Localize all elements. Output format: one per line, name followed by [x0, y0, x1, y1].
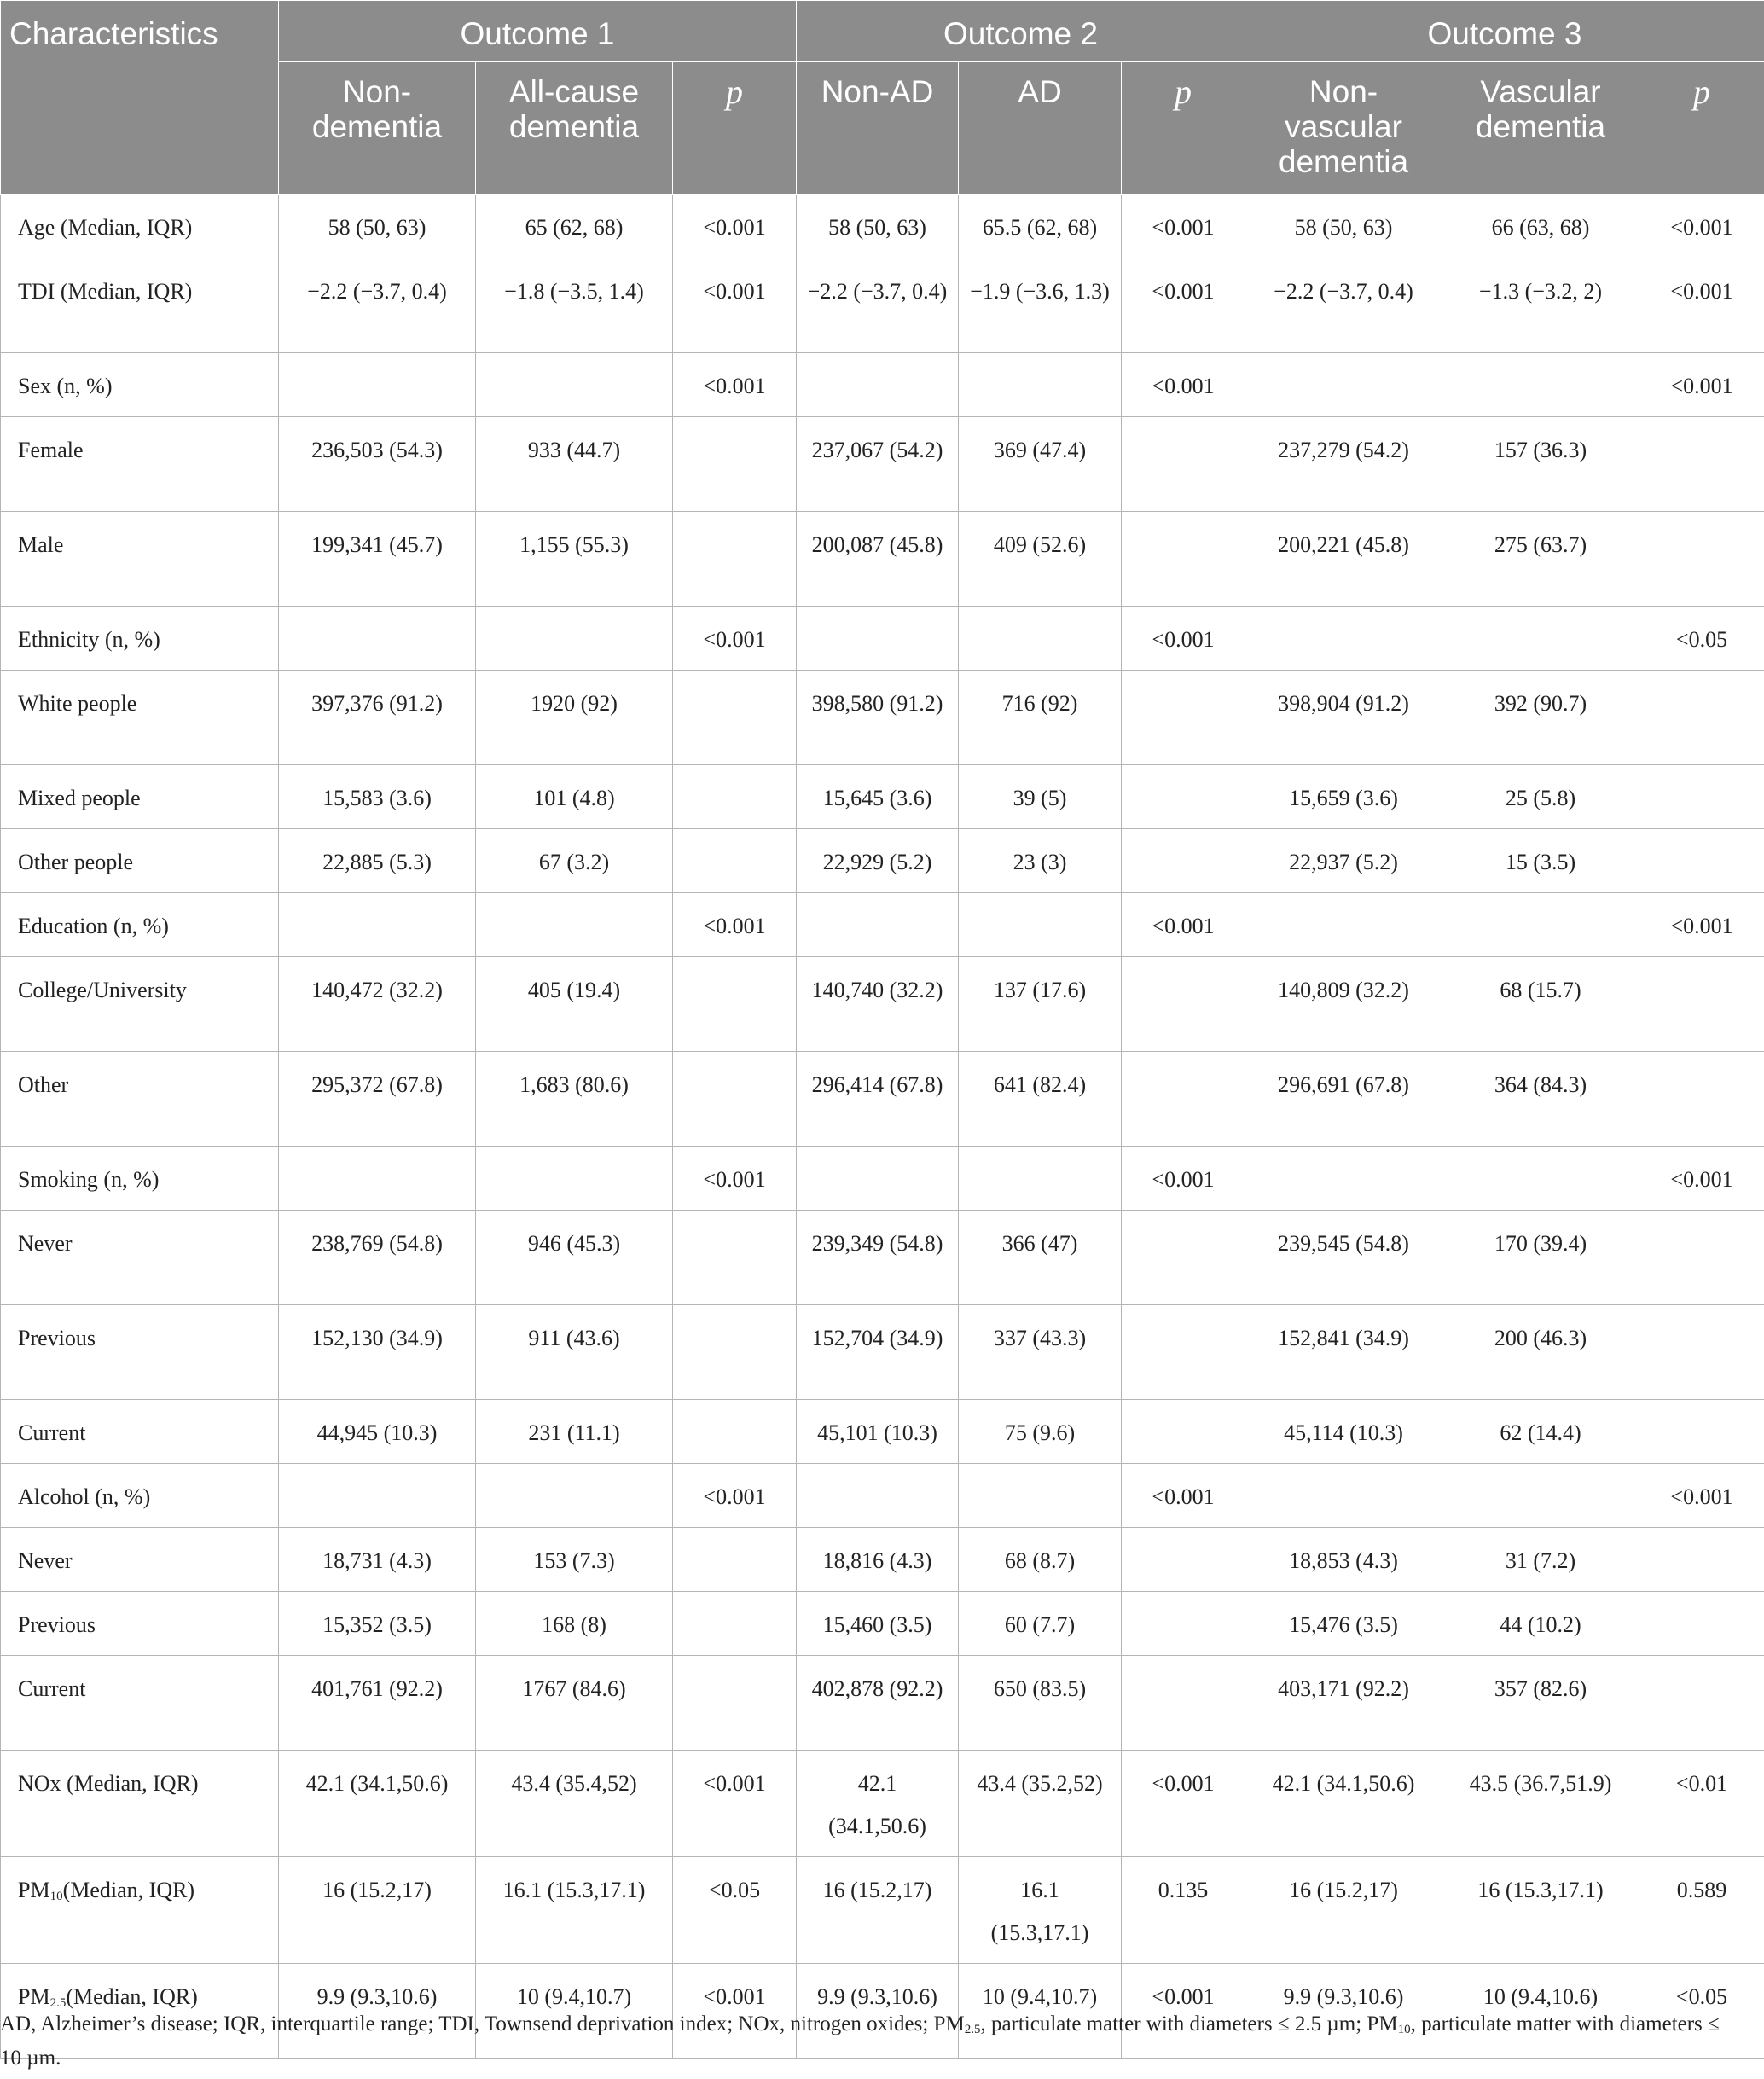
table-cell	[959, 1147, 1122, 1211]
table-cell: <0.001	[1639, 195, 1764, 258]
table-cell: 16.1 (15.3,17.1)	[476, 1857, 673, 1964]
table-cell: 152,841 (34.9)	[1245, 1305, 1442, 1400]
table-cell: 200 (46.3)	[1442, 1305, 1639, 1400]
group-header-outcome-3: Outcome 3	[1245, 1, 1764, 62]
table-cell	[1639, 765, 1764, 829]
table-cell: 401,761 (92.2)	[279, 1656, 476, 1751]
table-cell: 911 (43.6)	[476, 1305, 673, 1400]
table-cell: <0.001	[673, 195, 797, 258]
table-cell: 357 (82.6)	[1442, 1656, 1639, 1751]
row-label: Smoking (n, %)	[1, 1147, 279, 1211]
row-label: TDI (Median, IQR)	[1, 258, 279, 353]
table-cell	[797, 353, 959, 417]
footnote-text-2: , particulate matter with diameters ≤ 2.5 µm; PM	[980, 2012, 1398, 2035]
table-cell: 237,067 (54.2)	[797, 417, 959, 512]
column-header-3	[673, 62, 797, 195]
column-header-1: Non- dementia	[279, 62, 476, 195]
table-cell: 9.9 (9.3,10.6)	[797, 1964, 959, 2059]
table-cell: 66 (63, 68)	[1442, 195, 1639, 258]
column-header-5: AD	[959, 62, 1122, 195]
table-cell: −1.3 (−3.2, 2)	[1442, 258, 1639, 353]
table-cell	[476, 1147, 673, 1211]
row-label: Previous	[1, 1305, 279, 1400]
table-cell	[1442, 1147, 1639, 1211]
table-cell: 42.1 (34.1,50.6)	[279, 1751, 476, 1857]
table-cell: −2.2 (−3.7, 0.4)	[279, 258, 476, 353]
table-cell: 0.135	[1122, 1857, 1245, 1964]
column-header-6	[1122, 62, 1245, 195]
table-cell	[959, 607, 1122, 671]
row-label: Male	[1, 512, 279, 607]
p-value-symbol: p	[726, 73, 743, 111]
row-label: Ethnicity (n, %)	[1, 607, 279, 671]
table-cell	[797, 893, 959, 957]
table-cell	[1442, 893, 1639, 957]
table-cell	[673, 1052, 797, 1147]
table-cell	[1122, 417, 1245, 512]
footnote-text-3: , particulate matter with diameters ≤ 10 µm.	[0, 2012, 1720, 2070]
table-cell	[1122, 1528, 1245, 1592]
table-cell: 1920 (92)	[476, 671, 673, 765]
table-cell	[1639, 512, 1764, 607]
table-row	[1, 512, 1764, 607]
table-cell	[1245, 607, 1442, 671]
row-label-subscript: 2.5	[49, 1996, 67, 2010]
table-cell	[279, 1147, 476, 1211]
table-cell: 58 (50, 63)	[279, 195, 476, 258]
table-cell	[1122, 671, 1245, 765]
table-cell	[279, 607, 476, 671]
table-cell: 45,101 (10.3)	[797, 1400, 959, 1464]
table-cell: 68 (15.7)	[1442, 957, 1639, 1052]
table-cell: 18,731 (4.3)	[279, 1528, 476, 1592]
table-cell: 405 (19.4)	[476, 957, 673, 1052]
table-cell: 16 (15.2,17)	[279, 1857, 476, 1964]
table-cell	[673, 417, 797, 512]
table-cell	[673, 671, 797, 765]
table-cell: 58 (50, 63)	[797, 195, 959, 258]
table-row	[1, 1656, 1764, 1751]
table-cell: <0.001	[673, 1964, 797, 2059]
row-label: College/University	[1, 957, 279, 1052]
table-cell: 1,155 (55.3)	[476, 512, 673, 607]
table-cell: 946 (45.3)	[476, 1211, 673, 1305]
table-cell: 153 (7.3)	[476, 1528, 673, 1592]
table-cell	[673, 1305, 797, 1400]
table-cell: <0.001	[1122, 258, 1245, 353]
table-cell: 140,740 (32.2)	[797, 957, 959, 1052]
table-cell	[959, 893, 1122, 957]
table-row	[1, 1464, 1764, 1528]
table-cell: 16 (15.3,17.1)	[1442, 1857, 1639, 1964]
table-cell: 43.4 (35.4,52)	[476, 1751, 673, 1857]
table-cell	[1122, 829, 1245, 893]
table-cell: 170 (39.4)	[1442, 1211, 1639, 1305]
table-row	[1, 1857, 1764, 1964]
table-cell: 239,545 (54.8)	[1245, 1211, 1442, 1305]
row-label: Age (Median, IQR)	[1, 195, 279, 258]
table-cell: 369 (47.4)	[959, 417, 1122, 512]
table-cell	[673, 1656, 797, 1751]
table-cell	[1639, 1400, 1764, 1464]
table-cell: 296,691 (67.8)	[1245, 1052, 1442, 1147]
footnote-subscript-1: 2.5	[964, 2023, 981, 2036]
table-row	[1, 607, 1764, 671]
table-cell: 67 (3.2)	[476, 829, 673, 893]
table-cell: 15,645 (3.6)	[797, 765, 959, 829]
table-cell: 60 (7.7)	[959, 1592, 1122, 1656]
table-cell: <0.05	[1639, 1964, 1764, 2059]
row-label-rest: (Median, IQR)	[62, 1878, 195, 1902]
table-cell	[1639, 671, 1764, 765]
table-cell: <0.001	[673, 893, 797, 957]
table-cell	[1442, 1464, 1639, 1528]
table-cell: 296,414 (67.8)	[797, 1052, 959, 1147]
table-cell: 239,349 (54.8)	[797, 1211, 959, 1305]
table-cell: 25 (5.8)	[1442, 765, 1639, 829]
table-cell: 16 (15.2,17)	[797, 1857, 959, 1964]
table-cell	[1639, 1052, 1764, 1147]
table-cell: 43.4 (35.2,52)	[959, 1751, 1122, 1857]
table-cell: 397,376 (91.2)	[279, 671, 476, 765]
table-cell	[959, 1464, 1122, 1528]
table-cell: 140,809 (32.2)	[1245, 957, 1442, 1052]
table-cell: 650 (83.5)	[959, 1656, 1122, 1751]
table-cell: 295,372 (67.8)	[279, 1052, 476, 1147]
table-cell: 15,659 (3.6)	[1245, 765, 1442, 829]
table-cell	[673, 765, 797, 829]
table-cell: 16.1 (15.3,17.1)	[959, 1857, 1122, 1964]
table-cell	[673, 1400, 797, 1464]
table-cell: 402,878 (92.2)	[797, 1656, 959, 1751]
table-cell: 15,352 (3.5)	[279, 1592, 476, 1656]
column-header-2: All-cause dementia	[476, 62, 673, 195]
table-cell: 42.1 (34.1,50.6)	[1245, 1751, 1442, 1857]
table-cell: 933 (44.7)	[476, 417, 673, 512]
table-cell: <0.001	[1639, 893, 1764, 957]
table-cell: <0.05	[673, 1857, 797, 1964]
table-cell	[673, 1211, 797, 1305]
table-cell: 22,885 (5.3)	[279, 829, 476, 893]
row-label: Female	[1, 417, 279, 512]
table-cell	[1639, 1528, 1764, 1592]
table-cell: 152,704 (34.9)	[797, 1305, 959, 1400]
row-label-subscript: 10	[49, 1890, 63, 1903]
table-cell	[1122, 957, 1245, 1052]
row-label: Current	[1, 1656, 279, 1751]
table-cell	[1245, 1464, 1442, 1528]
table-cell: 409 (52.6)	[959, 512, 1122, 607]
table-cell	[1122, 1592, 1245, 1656]
table-cell: 68 (8.7)	[959, 1528, 1122, 1592]
table-row	[1, 1147, 1764, 1211]
table-cell	[1122, 512, 1245, 607]
table-cell: <0.001	[1122, 607, 1245, 671]
table-cell: 238,769 (54.8)	[279, 1211, 476, 1305]
table-cell: 168 (8)	[476, 1592, 673, 1656]
table-cell	[797, 607, 959, 671]
table-cell: 392 (90.7)	[1442, 671, 1639, 765]
table-cell: 275 (63.7)	[1442, 512, 1639, 607]
column-header-8: Vascular dementia	[1442, 62, 1639, 195]
table-cell: <0.001	[1122, 1751, 1245, 1857]
table-cell: 16 (15.2,17)	[1245, 1857, 1442, 1964]
table-cell: −1.8 (−3.5, 1.4)	[476, 258, 673, 353]
row-label: Never	[1, 1211, 279, 1305]
row-label: Mixed people	[1, 765, 279, 829]
table-cell: 366 (47)	[959, 1211, 1122, 1305]
table-row	[1, 765, 1764, 829]
table-cell: 18,816 (4.3)	[797, 1528, 959, 1592]
table-cell: <0.001	[1639, 1147, 1764, 1211]
table-cell: 65.5 (62, 68)	[959, 195, 1122, 258]
table-cell: <0.001	[1122, 353, 1245, 417]
table-cell	[476, 607, 673, 671]
table-cell: <0.001	[1122, 893, 1245, 957]
table-cell: <0.001	[673, 353, 797, 417]
header-row-groups	[1, 1, 1764, 62]
group-header-outcome-2: Outcome 2	[797, 1, 1245, 62]
table-cell	[1639, 1656, 1764, 1751]
table-cell	[279, 1464, 476, 1528]
table-cell: 65 (62, 68)	[476, 195, 673, 258]
table-cell: <0.001	[673, 1147, 797, 1211]
table-row	[1, 417, 1764, 512]
table-cell: <0.001	[1122, 195, 1245, 258]
table-row	[1, 829, 1764, 893]
group-header-outcome-1: Outcome 1	[279, 1, 797, 62]
table-cell	[673, 1592, 797, 1656]
table-cell	[673, 957, 797, 1052]
table-cell: 42.1 (34.1,50.6)	[797, 1751, 959, 1857]
table-row	[1, 258, 1764, 353]
table-row	[1, 1400, 1764, 1464]
table-cell: <0.001	[673, 1751, 797, 1857]
table-cell	[1639, 957, 1764, 1052]
table-cell: 23 (3)	[959, 829, 1122, 893]
table-cell: <0.001	[1639, 353, 1764, 417]
table-cell: 9.9 (9.3,10.6)	[279, 1964, 476, 2059]
table-cell	[1122, 1211, 1245, 1305]
table-cell: 337 (43.3)	[959, 1305, 1122, 1400]
table-cell: 237,279 (54.2)	[1245, 417, 1442, 512]
table-row	[1, 1052, 1764, 1147]
table-cell: 31 (7.2)	[1442, 1528, 1639, 1592]
table-cell: 22,929 (5.2)	[797, 829, 959, 893]
table-cell: 10 (9.4,10.7)	[476, 1964, 673, 2059]
table-cell	[1442, 607, 1639, 671]
table-cell: 62 (14.4)	[1442, 1400, 1639, 1464]
row-label	[1, 1857, 279, 1964]
row-label-main: PM	[18, 1984, 50, 2009]
table-cell: 43.5 (36.7,51.9)	[1442, 1751, 1639, 1857]
table-cell: <0.001	[1122, 1964, 1245, 2059]
footnote-subscript-2: 10	[1397, 2023, 1411, 2036]
table-row	[1, 1211, 1764, 1305]
table-row	[1, 1751, 1764, 1857]
table-cell: 641 (82.4)	[959, 1052, 1122, 1147]
table-row	[1, 1528, 1764, 1592]
table-cell: 75 (9.6)	[959, 1400, 1122, 1464]
table-cell: 157 (36.3)	[1442, 417, 1639, 512]
table-cell: <0.01	[1639, 1751, 1764, 1857]
row-label: Sex (n, %)	[1, 353, 279, 417]
table-row	[1, 1305, 1764, 1400]
table-cell	[959, 353, 1122, 417]
table-cell: 137 (17.6)	[959, 957, 1122, 1052]
table-cell	[1639, 1211, 1764, 1305]
column-header-7: Non- vascular dementia	[1245, 62, 1442, 195]
table-cell: 236,503 (54.3)	[279, 417, 476, 512]
table-cell: 10 (9.4,10.7)	[959, 1964, 1122, 2059]
table-cell: 140,472 (32.2)	[279, 957, 476, 1052]
table-row	[1, 893, 1764, 957]
table-cell: 58 (50, 63)	[1245, 195, 1442, 258]
table-cell	[673, 829, 797, 893]
table-cell: −2.2 (−3.7, 0.4)	[797, 258, 959, 353]
table-cell	[1639, 1305, 1764, 1400]
table-cell	[797, 1147, 959, 1211]
table-cell	[1122, 1305, 1245, 1400]
table-cell: 15,583 (3.6)	[279, 765, 476, 829]
table-cell: 0.589	[1639, 1857, 1764, 1964]
table-cell: 403,171 (92.2)	[1245, 1656, 1442, 1751]
table-cell	[476, 353, 673, 417]
table-cell	[673, 512, 797, 607]
table-row	[1, 353, 1764, 417]
table-cell	[1122, 1656, 1245, 1751]
table-cell: 200,221 (45.8)	[1245, 512, 1442, 607]
table-cell	[1122, 1400, 1245, 1464]
table-cell	[1245, 1147, 1442, 1211]
table-header	[1, 1, 1764, 195]
table-cell	[1245, 353, 1442, 417]
table-cell: −2.2 (−3.7, 0.4)	[1245, 258, 1442, 353]
characteristics-header: Characteristics	[1, 1, 279, 195]
table-cell: 1767 (84.6)	[476, 1656, 673, 1751]
table-cell: 15,476 (3.5)	[1245, 1592, 1442, 1656]
table-cell: <0.001	[1639, 1464, 1764, 1528]
table-cell: 101 (4.8)	[476, 765, 673, 829]
row-label: Previous	[1, 1592, 279, 1656]
table-cell: <0.001	[1122, 1147, 1245, 1211]
column-header-9	[1639, 62, 1764, 195]
table-cell: 18,853 (4.3)	[1245, 1528, 1442, 1592]
table-cell: 44 (10.2)	[1442, 1592, 1639, 1656]
table-cell: 15,460 (3.5)	[797, 1592, 959, 1656]
table-cell: 44,945 (10.3)	[279, 1400, 476, 1464]
row-label: Other people	[1, 829, 279, 893]
table-cell: <0.001	[1639, 258, 1764, 353]
footnote-text-1: AD, Alzheimer’s disease; IQR, interquartile range; TDI, Townsend deprivation index; NOx, nitrogen oxides; PM	[0, 2012, 965, 2035]
table-cell: 398,904 (91.2)	[1245, 671, 1442, 765]
table-cell: <0.001	[673, 607, 797, 671]
table-cell: <0.001	[1122, 1464, 1245, 1528]
table-cell: <0.001	[673, 1464, 797, 1528]
table-body	[1, 195, 1764, 2059]
table-cell: 9.9 (9.3,10.6)	[1245, 1964, 1442, 2059]
table-row	[1, 195, 1764, 258]
table-cell: 15 (3.5)	[1442, 829, 1639, 893]
table-footnote	[0, 2007, 1740, 2076]
table-cell: 398,580 (91.2)	[797, 671, 959, 765]
table-cell: 39 (5)	[959, 765, 1122, 829]
row-label: Never	[1, 1528, 279, 1592]
row-label: Education (n, %)	[1, 893, 279, 957]
table-cell	[279, 893, 476, 957]
table-cell: 364 (84.3)	[1442, 1052, 1639, 1147]
row-label-rest: (Median, IQR)	[66, 1984, 198, 2009]
table-cell: 716 (92)	[959, 671, 1122, 765]
table-cell	[673, 1528, 797, 1592]
row-label: Current	[1, 1400, 279, 1464]
row-label-main: PM	[18, 1878, 50, 1902]
table-cell: 1,683 (80.6)	[476, 1052, 673, 1147]
table-cell	[1639, 417, 1764, 512]
table-row	[1, 957, 1764, 1052]
table-cell	[797, 1464, 959, 1528]
p-value-symbol: p	[1175, 73, 1192, 111]
table-cell: <0.05	[1639, 607, 1764, 671]
table-cell: 152,130 (34.9)	[279, 1305, 476, 1400]
row-label: White people	[1, 671, 279, 765]
table-cell	[279, 353, 476, 417]
table-cell: 45,114 (10.3)	[1245, 1400, 1442, 1464]
table-cell	[1639, 1592, 1764, 1656]
p-value-symbol: p	[1693, 73, 1710, 111]
table-cell: <0.001	[673, 258, 797, 353]
table-cell	[476, 893, 673, 957]
table-cell	[476, 1464, 673, 1528]
table-cell: −1.9 (−3.6, 1.3)	[959, 258, 1122, 353]
table-cell: 22,937 (5.2)	[1245, 829, 1442, 893]
table-cell: 231 (11.1)	[476, 1400, 673, 1464]
table-cell	[1122, 1052, 1245, 1147]
table-cell	[1245, 893, 1442, 957]
table-row	[1, 1592, 1764, 1656]
table-cell: 10 (9.4,10.6)	[1442, 1964, 1639, 2059]
table-cell: 200,087 (45.8)	[797, 512, 959, 607]
row-label: Other	[1, 1052, 279, 1147]
row-label: NOx (Median, IQR)	[1, 1751, 279, 1857]
table-cell	[1122, 765, 1245, 829]
table-cell: 199,341 (45.7)	[279, 512, 476, 607]
table-cell	[1639, 829, 1764, 893]
row-label: Alcohol (n, %)	[1, 1464, 279, 1528]
column-header-4: Non-AD	[797, 62, 959, 195]
table-cell	[1442, 353, 1639, 417]
table-row	[1, 671, 1764, 765]
